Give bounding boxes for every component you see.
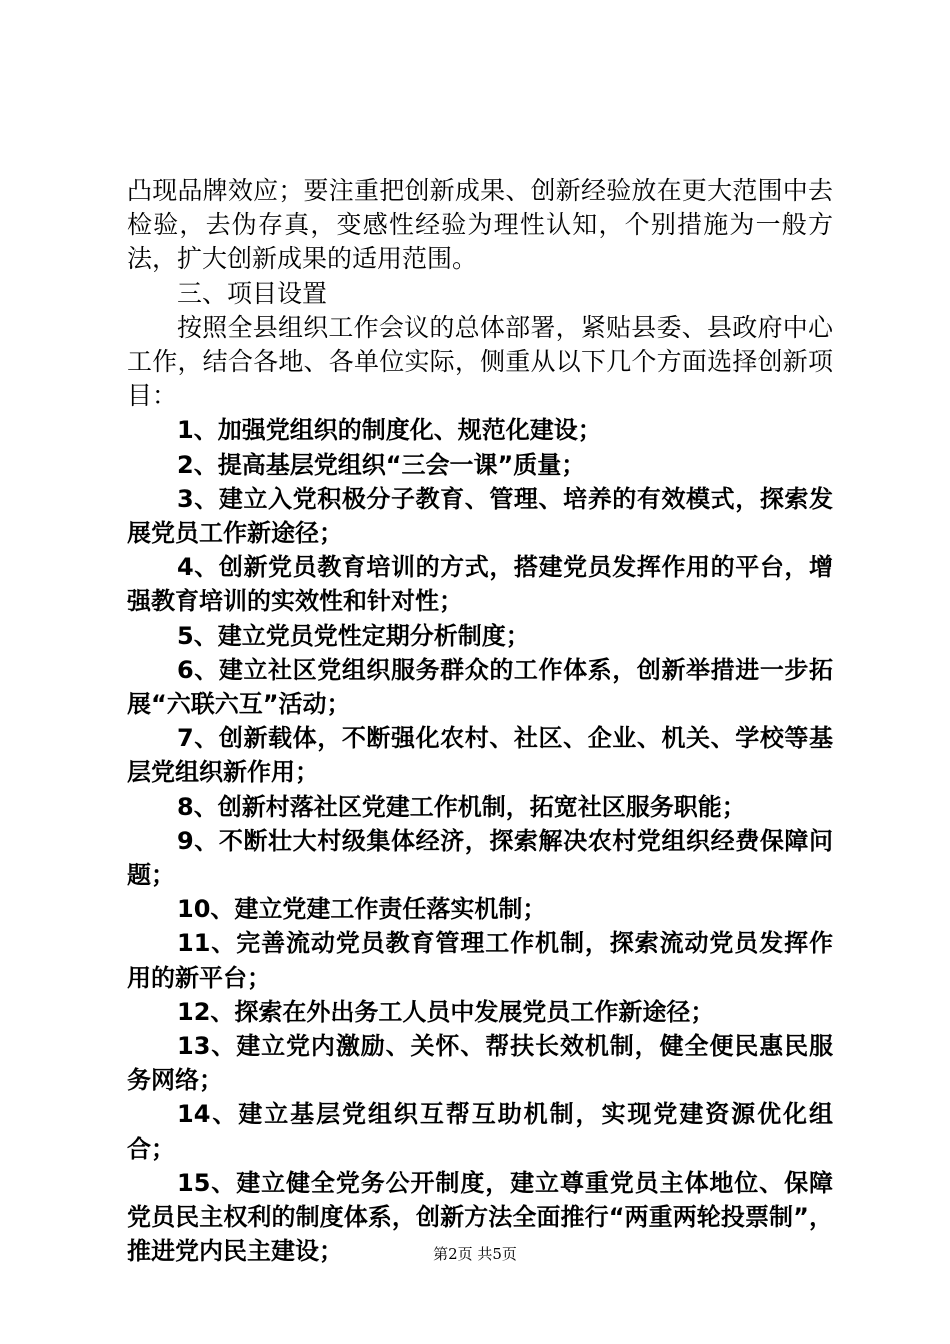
list-item: 14、建立基层党组织互帮互助机制，实现党建资源优化组合； — [127, 1100, 833, 1163]
list-item: 11、完善流动党员教育管理工作机制，探索流动党员发挥作用的新平台； — [127, 929, 833, 992]
list-item: 9、不断壮大村级集体经济，探索解决农村党组织经费保障问题； — [127, 826, 833, 890]
continuation-paragraph: 凸现品牌效应；要注重把创新成果、创新经验放在更大范围中去检验，去伪存真，变感性经验为理性认知，个别措施为一般方法，扩大创新成果的适用范围。 — [127, 176, 833, 274]
list-item: 5、建立党员党性定期分析制度； — [177, 621, 530, 650]
list-item: 6、建立社区党组织服务群众的工作体系，创新举措进一步拓展“六联六互”活动； — [127, 655, 833, 719]
list-item: 3、建立入党积极分子教育、管理、培养的有效模式，探索发展党员工作新途径； — [127, 484, 833, 548]
list-item: 4、创新党员教育培训的方式，搭建党员发挥作用的平台，增强教育培训的实效性和针对性； — [127, 553, 833, 616]
list-item: 12、探索在外出务工人员中发展党员工作新途径； — [177, 997, 715, 1026]
intro-paragraph: 按照全县组织工作会议的总体部署，紧贴县委、县政府中心工作，结合各地、各单位实际，侧重从以下几个方面选择创新项目： — [127, 312, 833, 411]
document-body — [127, 174, 833, 1269]
list-item: 15、建立健全党务公开制度，建立尊重党员主体地位、保障党员民主权利的制度体系，创新方法全面推行“两重两轮投票制”，推进党内民主建设； — [127, 1168, 833, 1266]
section-heading: 三、项目设置 — [177, 278, 328, 308]
page-number-footer: 第2页 共5页 — [433, 1245, 517, 1263]
list-item: 10、建立党建工作责任落实机制； — [177, 895, 547, 924]
list-item: 1、加强党组织的制度化、规范化建设； — [177, 416, 602, 445]
list-item: 7、创新载体，不断强化农村、社区、企业、机关、学校等基层党组织新作用； — [127, 724, 833, 787]
list-item: 13、建立党内激励、关怀、帮扶长效机制，健全便民惠民服务网络； — [127, 1032, 833, 1095]
list-item: 2、提高基层党组织“三会一课”质量； — [177, 450, 586, 479]
list-item: 8、创新村落社区党建工作机制，拓宽社区服务职能； — [177, 792, 746, 821]
